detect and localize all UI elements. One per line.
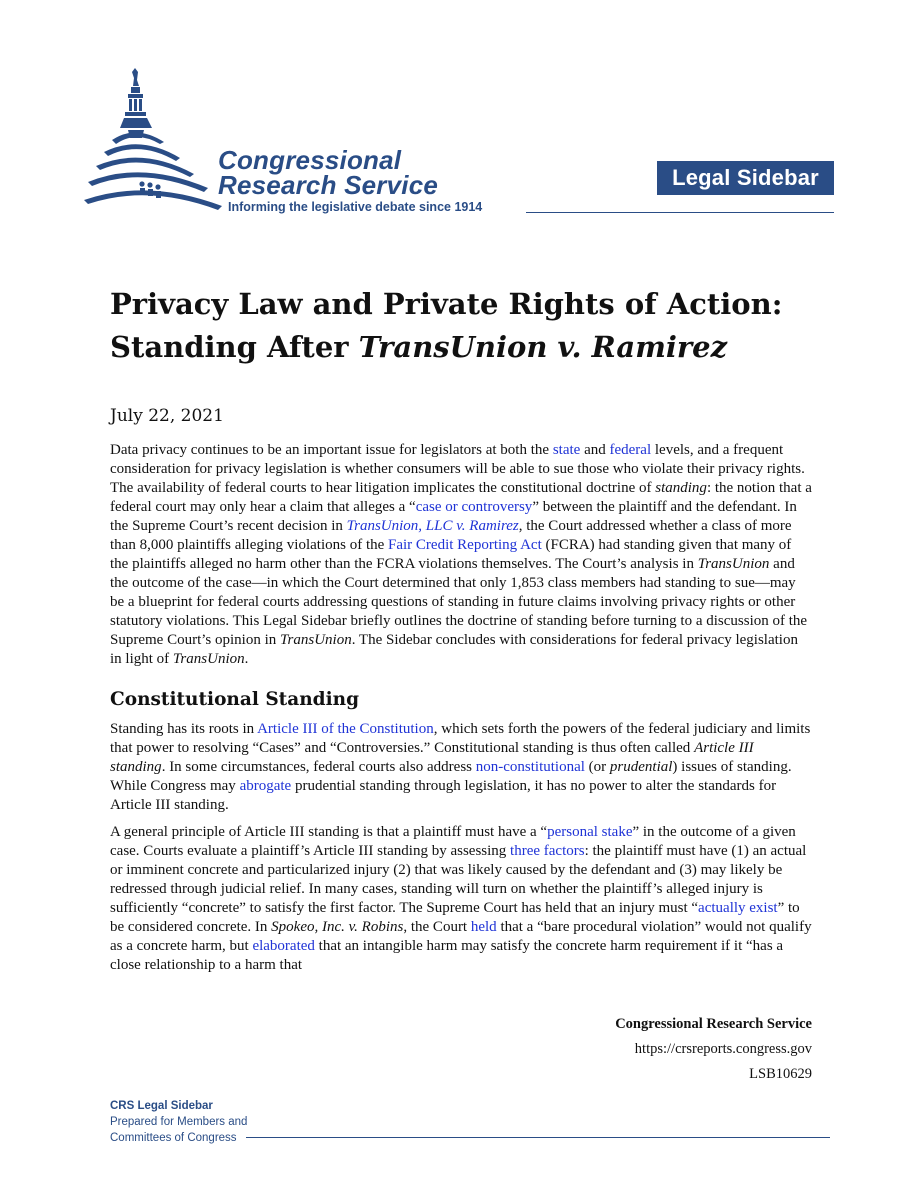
emphasis-transunion: TransUnion [280, 632, 352, 648]
text-run: (FCRA) had standing given that many of the plaintiffs alleged no harm other than the FCRA violations themselves. The Court’s analysis in [110, 537, 792, 572]
emphasis-transunion: TransUnion [172, 651, 245, 667]
link-case-or-controversy[interactable]: case or controversy [415, 499, 533, 515]
emphasis-spokeo: Spokeo, Inc. v. Robins [271, 919, 404, 935]
text-run: Standing has its roots in [110, 721, 258, 737]
link-personal-stake[interactable]: personal stake [547, 824, 633, 840]
emphasis-transunion: TransUnion [697, 556, 770, 572]
text-run: that a “bare procedural violation” would not qualify as a concrete harm, but [110, 919, 812, 954]
link-transunion-decision[interactable]: TransUnion, LLC v. Ramirez [346, 518, 519, 534]
text-run: that an intangible harm may satisfy the concrete harm requirement if it “has a close relationship to a harm that [110, 938, 784, 973]
link-federal[interactable]: federal [609, 442, 652, 458]
title-line1: Privacy Law and Private Rights of Action: [110, 287, 783, 321]
text-run: : the notion that a federal court may only hear a claim that alleges a “ [110, 480, 812, 515]
footer-citation [615, 1012, 812, 1087]
intro-paragraph [110, 441, 812, 669]
standing-paragraph-1 [110, 720, 812, 815]
document-body [110, 441, 812, 983]
text-run: and [580, 442, 610, 458]
text-run: A general principle of Article III standing is that a plaintiff must have a “ [110, 824, 548, 840]
text-run: (or [584, 759, 610, 775]
crs-name-line1: Congressional [218, 145, 402, 175]
crs-tagline: Informing the legislative debate since 1914 [228, 200, 483, 214]
footer-prepared-line1: Prepared for Members and [110, 1116, 248, 1128]
crs-wordmark [218, 145, 439, 200]
footer-url[interactable]: https://crsreports.congress.gov [634, 1041, 812, 1057]
footer-report-code: LSB10629 [749, 1066, 812, 1082]
text-run: ” in the outcome of a given case. Courts evaluate a plaintiff’s Article III standing by assessing [110, 824, 796, 859]
footer-divider [246, 1137, 830, 1138]
link-fcra[interactable]: Fair Credit Reporting Act [388, 537, 542, 553]
text-run: and the outcome of the case—in which the Court determined that only 1,853 class members had standing to sue—may be a blueprint for federal courts addressing questions of standing in future claims involving privacy rights or other statutory violations. This Legal Sidebar briefly outlines the doctrine of standing before turning to a discussion of the Supreme Court’s opinion in [110, 556, 808, 648]
text-run: , the Court addressed whether a class of more than 8,000 plaintiffs alleging violations of the [110, 518, 792, 553]
text-run: prudential standing through legislation, it has no power to alter the standards for Article III standing. [110, 778, 777, 813]
text-run: . In some circumstances, federal courts also address [161, 759, 476, 775]
text-run: Data privacy continues to be an important issue for legislators at both the [110, 442, 553, 458]
link-elaborated[interactable]: elaborated [252, 938, 315, 954]
text-run: . The Sidebar concludes with considerations for federal privacy legislation in light of [110, 632, 798, 667]
emphasis-article-iii-standing: Article III standing [110, 740, 754, 775]
title-line2-prefix: Standing After [110, 330, 359, 364]
text-run: . [244, 651, 249, 667]
footer-prepared-line2: Committees of Congress [110, 1132, 237, 1144]
title-case-name: TransUnion v. Ramirez [358, 330, 728, 364]
text-run: levels, and a frequent consideration for privacy legislation is whether consumers will be able to sue those who violate their privacy rights. The availability of federal courts to hear litigation implicates the constitutional doctrine of [110, 442, 805, 496]
text-run: , the Court [403, 919, 471, 935]
link-actually-exist[interactable]: actually exist [698, 900, 778, 916]
text-run: ” between the plaintiff and the defendant. In the Supreme Court’s recent decision in [110, 499, 797, 534]
link-article-iii[interactable]: Article III of the Constitution [257, 721, 434, 737]
text-run: ” to be considered concrete. In [110, 900, 800, 935]
footer-product-title: CRS Legal Sidebar [110, 1100, 213, 1112]
emphasis-standing: standing [655, 480, 707, 496]
link-abrogate[interactable]: abrogate [239, 778, 292, 794]
legal-sidebar-badge: Legal Sidebar [657, 161, 834, 195]
capitol-dome-icon [82, 66, 224, 218]
link-held[interactable]: held [470, 919, 497, 935]
text-run: : the plaintiff must have (1) an actual or imminent concrete and particularized injury (2) that was likely caused by the defendant and (3) may likely be redressed through judicial relief. In many cases, standing will turn on whether the plaintiff’s alleged injury is sufficiently “concrete” to satisfy the first factor. The Supreme Court has held that an injury must “ [110, 843, 807, 916]
footer-product-label [110, 1098, 247, 1146]
header-divider [526, 212, 834, 213]
link-state[interactable]: state [552, 442, 581, 458]
crs-name-line2: Research Service [218, 170, 439, 200]
section-heading: Constitutional Standing [110, 689, 360, 710]
document-title [110, 283, 830, 369]
text-run: , which sets forth the powers of the federal judiciary and limits that power to resolving “Cases” and “Controversies.” Constitutional standing is thus often called [110, 721, 811, 756]
link-non-constitutional[interactable]: non-constitutional [475, 759, 585, 775]
link-three-factors[interactable]: three factors [510, 843, 585, 859]
text-run: ) issues of standing. While Congress may [110, 759, 792, 794]
emphasis-prudential: prudential [609, 759, 673, 775]
standing-paragraph-2 [110, 823, 812, 975]
footer-org: Congressional Research Service [615, 1016, 812, 1032]
publication-date: July 22, 2021 [110, 406, 224, 426]
